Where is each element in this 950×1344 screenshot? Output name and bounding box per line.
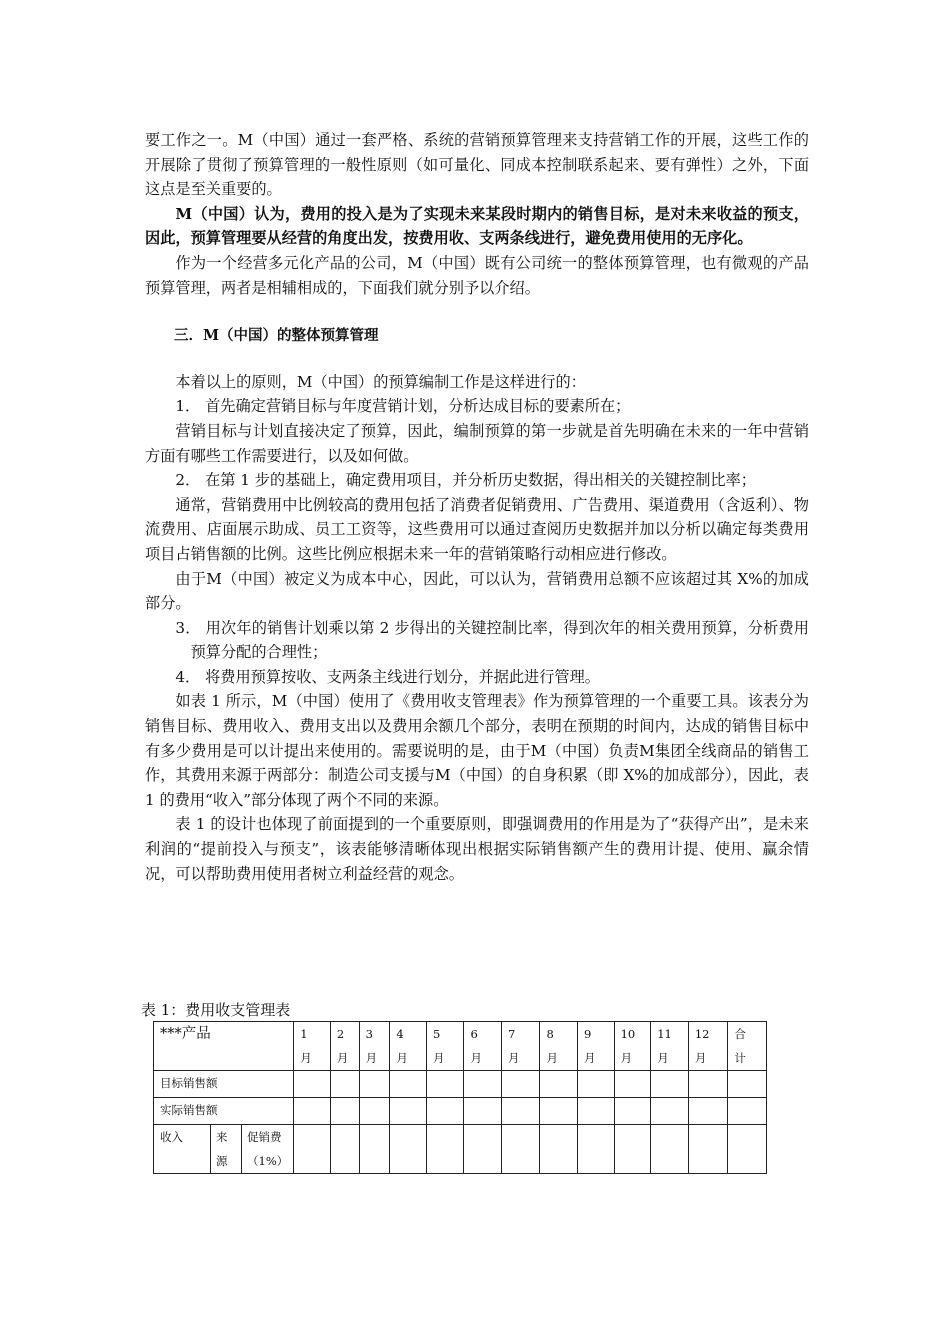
month-cell: 1 月	[294, 1022, 331, 1071]
total-cell: 合 计	[728, 1022, 767, 1071]
month-cell: 9 月	[578, 1022, 615, 1071]
source-label: 来 源	[211, 1125, 242, 1173]
paragraph: 通常，营销费用中比例较高的费用包括了消费者促销费用、广告费用、渠道费用（含返利）、物流费用、店面展示助成、员工工资等，这些费用可以通过查阅历史数据并加以分析以确定每类费用项目占销售额的比例。这些比例应根据未来一年的营销策略行动相应进行修改。	[145, 495, 809, 563]
paragraph: 作为一个经营多元化产品的公司，M（中国）既有公司统一的整体预算管理，也有微观的产品预算管理，两者是相辅相成的，下面我们就分别予以介绍。	[145, 253, 809, 297]
fee-management-table	[153, 1021, 767, 1174]
income-label-cell	[154, 1125, 294, 1174]
list-item: 4． 将费用预算按收、支两条主线进行划分，并据此进行管理。	[175, 667, 600, 686]
month-cell: 6 月	[464, 1022, 502, 1071]
month-cell: 8 月	[540, 1022, 578, 1071]
table-header-row	[154, 1022, 767, 1071]
paragraph: 表 1 的设计也体现了前面提到的一个重要原则，即强调费用的作用是为了“获得产出”，是未来利润的“提前投入与预支”，该表能够清晰体现出根据实际销售额产生的费用计提、使用、赢余情况，可以帮助费用使用者树立利益经营的观念。	[145, 815, 809, 883]
paragraph: 营销目标与计划直接决定了预算，因此，编制预算的第一步就是首先明确在未来的一年中营销方面有哪些工作需要进行，以及如何做。	[145, 421, 809, 465]
product-cell: ***产品	[154, 1022, 294, 1071]
document-body	[145, 128, 809, 886]
table-row	[154, 1125, 767, 1174]
table-caption: 表 1：费用收支管理表	[141, 1001, 291, 1019]
month-cell: 2 月	[330, 1022, 359, 1071]
list-item: 1． 首先确定营销目标与年度营销计划，分析达成目标的要素所在；	[175, 397, 631, 416]
bold-paragraph: M（中国）认为，费用的投入是为了实现未来某段时期内的销售目标，是对未来收益的预支，因此，预算管理要从经营的角度出发，按费用收、支两条线进行，避免费用使用的无序化。	[145, 204, 809, 248]
month-cell: 4 月	[390, 1022, 427, 1071]
month-cell: 7 月	[502, 1022, 540, 1071]
table-row	[154, 1071, 767, 1098]
row-label: 目标销售额	[154, 1071, 294, 1098]
month-cell: 12 月	[688, 1022, 728, 1071]
month-cell: 10 月	[614, 1022, 651, 1071]
row-label: 收入	[154, 1125, 211, 1173]
paragraph: 如表 1 所示，M（中国）使用了《费用收支管理表》作为预算管理的一个重要工具。该表分为销售目标、费用收入、费用支出以及费用余额几个部分，表明在预期的时间内，达成的销售目标中有多少费用是可以计提出来使用的。需要说明的是，由于M（中国）负责M集团全线商品的销售工作，其费用来源于两部分：制造公司支援与M（中国）的自身积累（即 X%的加成部分），因此，表 1 的费用“收入”部分体现了两个不同的来源。	[145, 692, 809, 809]
month-cell: 3 月	[359, 1022, 390, 1071]
list-item: 3． 用次年的销售计划乘以第 2 步得出的关键控制比率，得到次年的相关费用预算，分析费用预算分配的合理性；	[175, 618, 809, 662]
table-row	[154, 1098, 767, 1125]
section-heading: 三．M（中国）的整体预算管理	[174, 327, 379, 345]
paragraph: 本着以上的原则，M（中国）的预算编制工作是这样进行的：	[175, 372, 586, 391]
promo-label: 促销费 （1%）	[247, 1130, 289, 1168]
month-cell: 5 月	[426, 1022, 464, 1071]
row-label: 实际销售额	[154, 1098, 294, 1125]
paragraph: 要工作之一。M（中国）通过一套严格、系统的营销预算管理来支持营销工作的开展，这些工作的开展除了贯彻了预算管理的一般性原则（如可量化、同成本控制联系起来、要有弹性）之外，下面这点是至关重要的。	[145, 131, 809, 199]
month-cell: 11 月	[651, 1022, 689, 1071]
paragraph: 由于M（中国）被定义为成本中心，因此，可以认为，营销费用总额不应该超过其 X%的加成部分。	[145, 569, 809, 613]
list-item: 2． 在第 1 步的基础上，确定费用项目，并分析历史数据，得出相关的关键控制比率；	[175, 471, 756, 490]
